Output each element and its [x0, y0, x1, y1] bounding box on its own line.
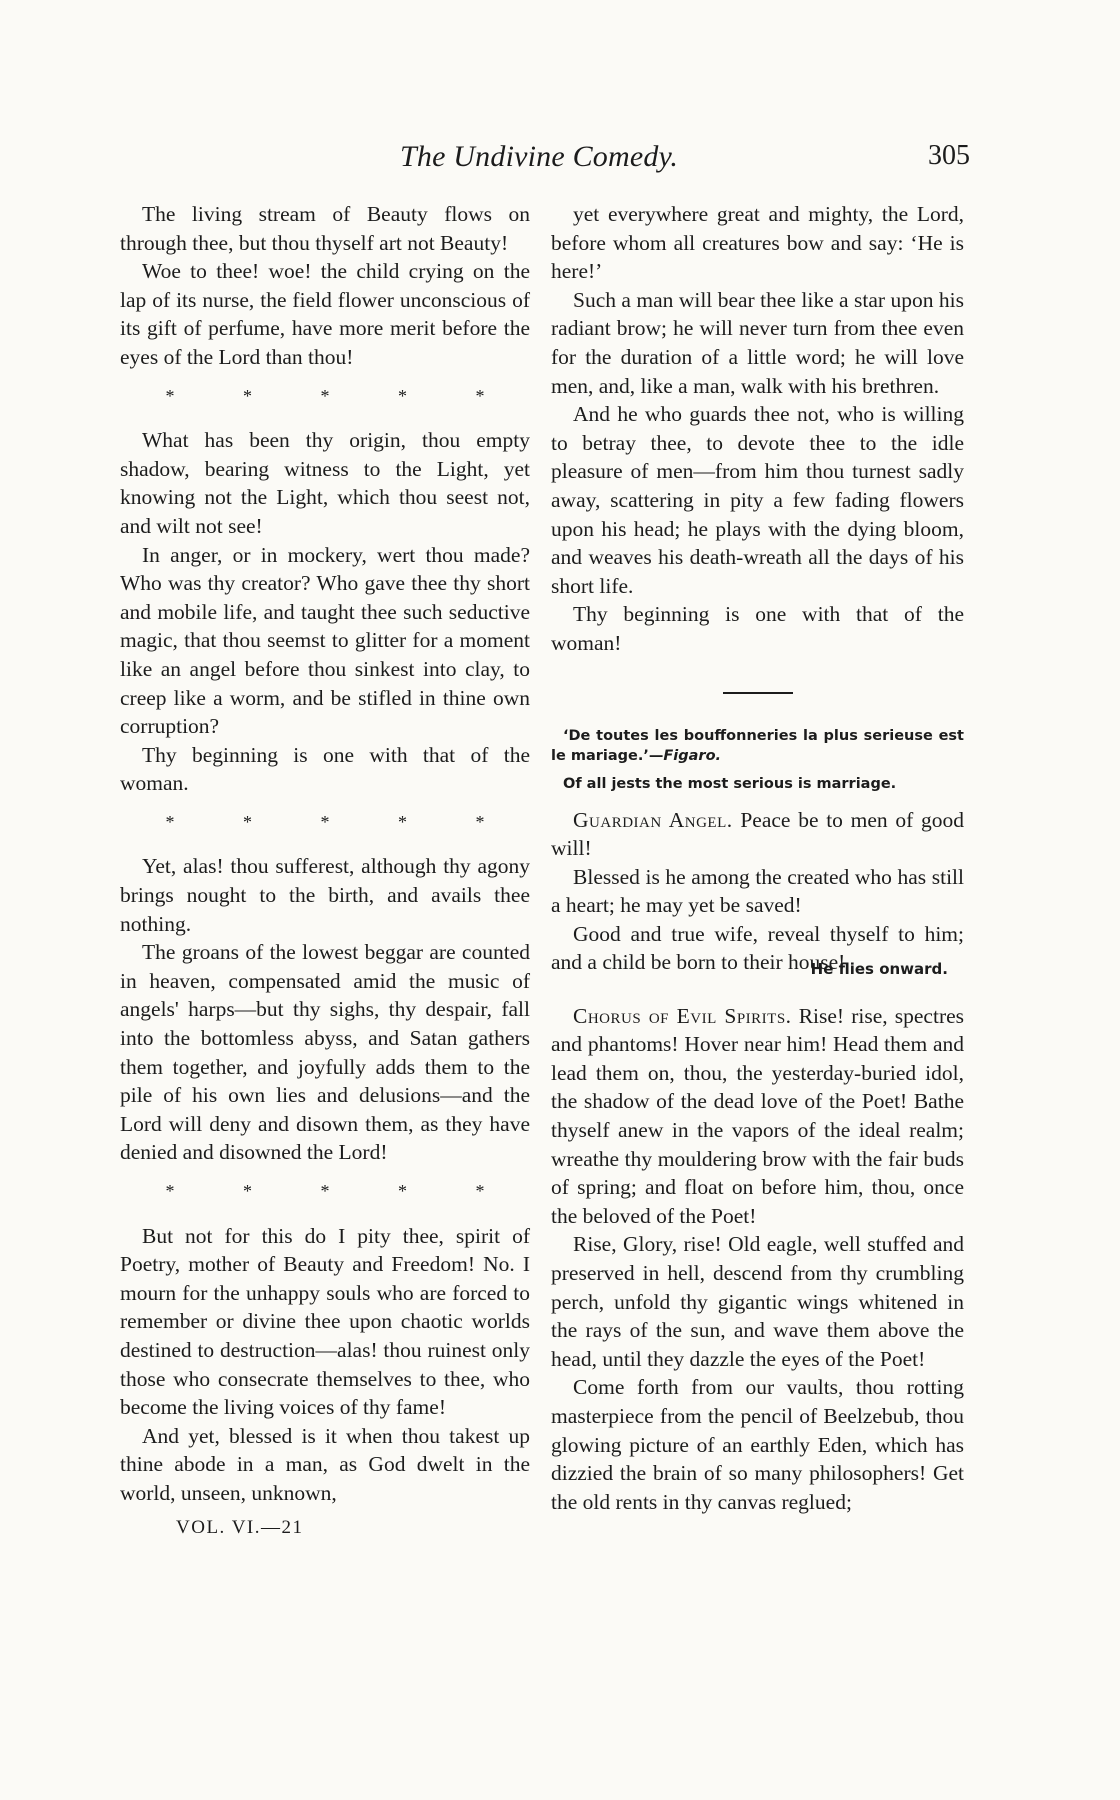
paragraph: yet everywhere great and mighty, the Lord, before whom all creatures bow and say: ‘He is here!’	[551, 202, 964, 284]
paragraph: Blessed is he among the created who has still a heart; he may yet be saved!	[551, 864, 964, 918]
paragraph: Thy beginning is one with that of the woman!	[551, 602, 964, 655]
speaker-name: Chorus of Evil Spirits.	[573, 1003, 792, 1028]
speaker-name: Guardian Angel.	[573, 807, 733, 832]
paragraph: The groans of the lowest beggar are counted in heaven, compensated amid the music of angels' harps—but thy sighs, thy despair, fall into the bottomless abyss, and Satan gathers them together, and joyfully adds them to the pile of his own lies and delusions—and the Lord will deny and disown them, as they have denied and disowned the Lord!	[120, 940, 530, 1165]
paragraph: Thy beginning is one with that of the woman.	[120, 742, 530, 796]
running-title: The Undivine Comedy.	[400, 140, 679, 173]
paragraph: In anger, or in mockery, wert thou made? Who was thy creator? Who gave thee thy short and mobile life, and taught thee such seductive magic, that thou seemst to glitter for a moment like an angel before thou sinkest into clay, to creep like a worm, and be stifled in thine own corruption?	[120, 542, 530, 739]
section-break-stars: * * * * *	[165, 385, 517, 406]
paragraph: Come forth from our vaults, thou rotting masterpiece from the pencil of Beelzebub, thou glowing picture of an earthly Eden, which has dizzied the brain of so many philosophers! Get the old rents in thy canvas reglued;	[551, 1375, 964, 1514]
paragraph: Such a man will bear thee like a star upon his radiant brow; he will never turn from thee even for the duration of a little word; he will love men, and, like a man, walk with his brethren.	[551, 287, 964, 398]
paragraph: The living stream of Beauty flows on through thee, but thou thyself art not Beauty!	[120, 202, 530, 255]
paragraph: Yet, alas! thou sufferest, although thy agony brings nought to the birth, and avails thee nothing.	[120, 854, 530, 936]
paragraph: What has been thy origin, thou empty shadow, bearing witness to the Light, yet knowing not the Light, which thou seest not, and wilt not see!	[120, 428, 530, 538]
footnote-quote: ‘De toutes les bouffonneries la plus serieuse est le mariage.’—	[551, 727, 964, 764]
paragraph: But not for this do I pity thee, spirit of Poetry, mother of Beauty and Freedom! No. I mourn for the unhappy souls who are forced to remember or divine thee upon chaotic worlds destined to destruction—alas! thou ruinest only those who consecrate themselves to thee, who become the living voices of thy fame!	[120, 1223, 530, 1420]
speech-text: Rise! rise, spectres and phantoms! Hover near him! Head them and lead them on, thou, the yesterday-buried idol, the shadow of the dead love of the Poet! Bathe thyself anew in the vapors of the ideal realm; wreathe thy mouldering brow with the fair buds of spring; and float on before him, thou, once the beloved of the Poet!	[551, 1003, 965, 1228]
dialogue-paragraph	[551, 1002, 964, 1231]
stage-direction: He flies onward.	[810, 960, 948, 979]
paragraph: Good and true wife, reveal thyself to him; and a child be born to their house!	[551, 921, 964, 975]
paragraph: And yet, blessed is it when thou takest up thine abode in a man, as God dwelt in the world, unseen, unknown,	[120, 1423, 530, 1505]
page-header	[120, 140, 970, 176]
speech-text: Peace be to men of good will!	[551, 807, 964, 861]
paragraph: Woe to thee! woe! the child crying on the lap of its nurse, the field flower unconscious of its gift of perfume, have more merit before the eyes of the Lord than thou!	[120, 259, 530, 369]
section-break-stars: * * * * *	[165, 811, 517, 832]
footnote-translation: Of all jests the most serious is marriage.	[563, 775, 897, 792]
right-column	[551, 200, 964, 1516]
section-break-stars: * * * * *	[165, 1181, 517, 1201]
spacer	[551, 794, 964, 806]
footnote-source: Figaro.	[663, 747, 722, 764]
left-column	[120, 200, 530, 1542]
spacer	[551, 984, 964, 1002]
paragraph: And he who guards thee not, who is willing to betray thee, to devote thee to the idle pleasure of men—from him thou turnest sadly away, scattering in pity a few fading flowers upon his head; he plays with the dying bloom, and weaves his death-wreath all the days of his short life.	[551, 402, 964, 598]
signature-mark: VOL. VI.—21	[176, 1516, 304, 1538]
section-rule	[723, 692, 793, 694]
dialogue-paragraph	[551, 806, 964, 863]
paragraph: Rise, Glory, rise! Old eagle, well stuffed and preserved in hell, descend from thy crumbling perch, unfold thy gigantic wings whitened in the rays of the sun, and wave them above the head, until they dazzle the eyes of the Poet!	[551, 1232, 964, 1371]
footnote	[551, 726, 964, 766]
page-number: 305	[928, 140, 970, 171]
